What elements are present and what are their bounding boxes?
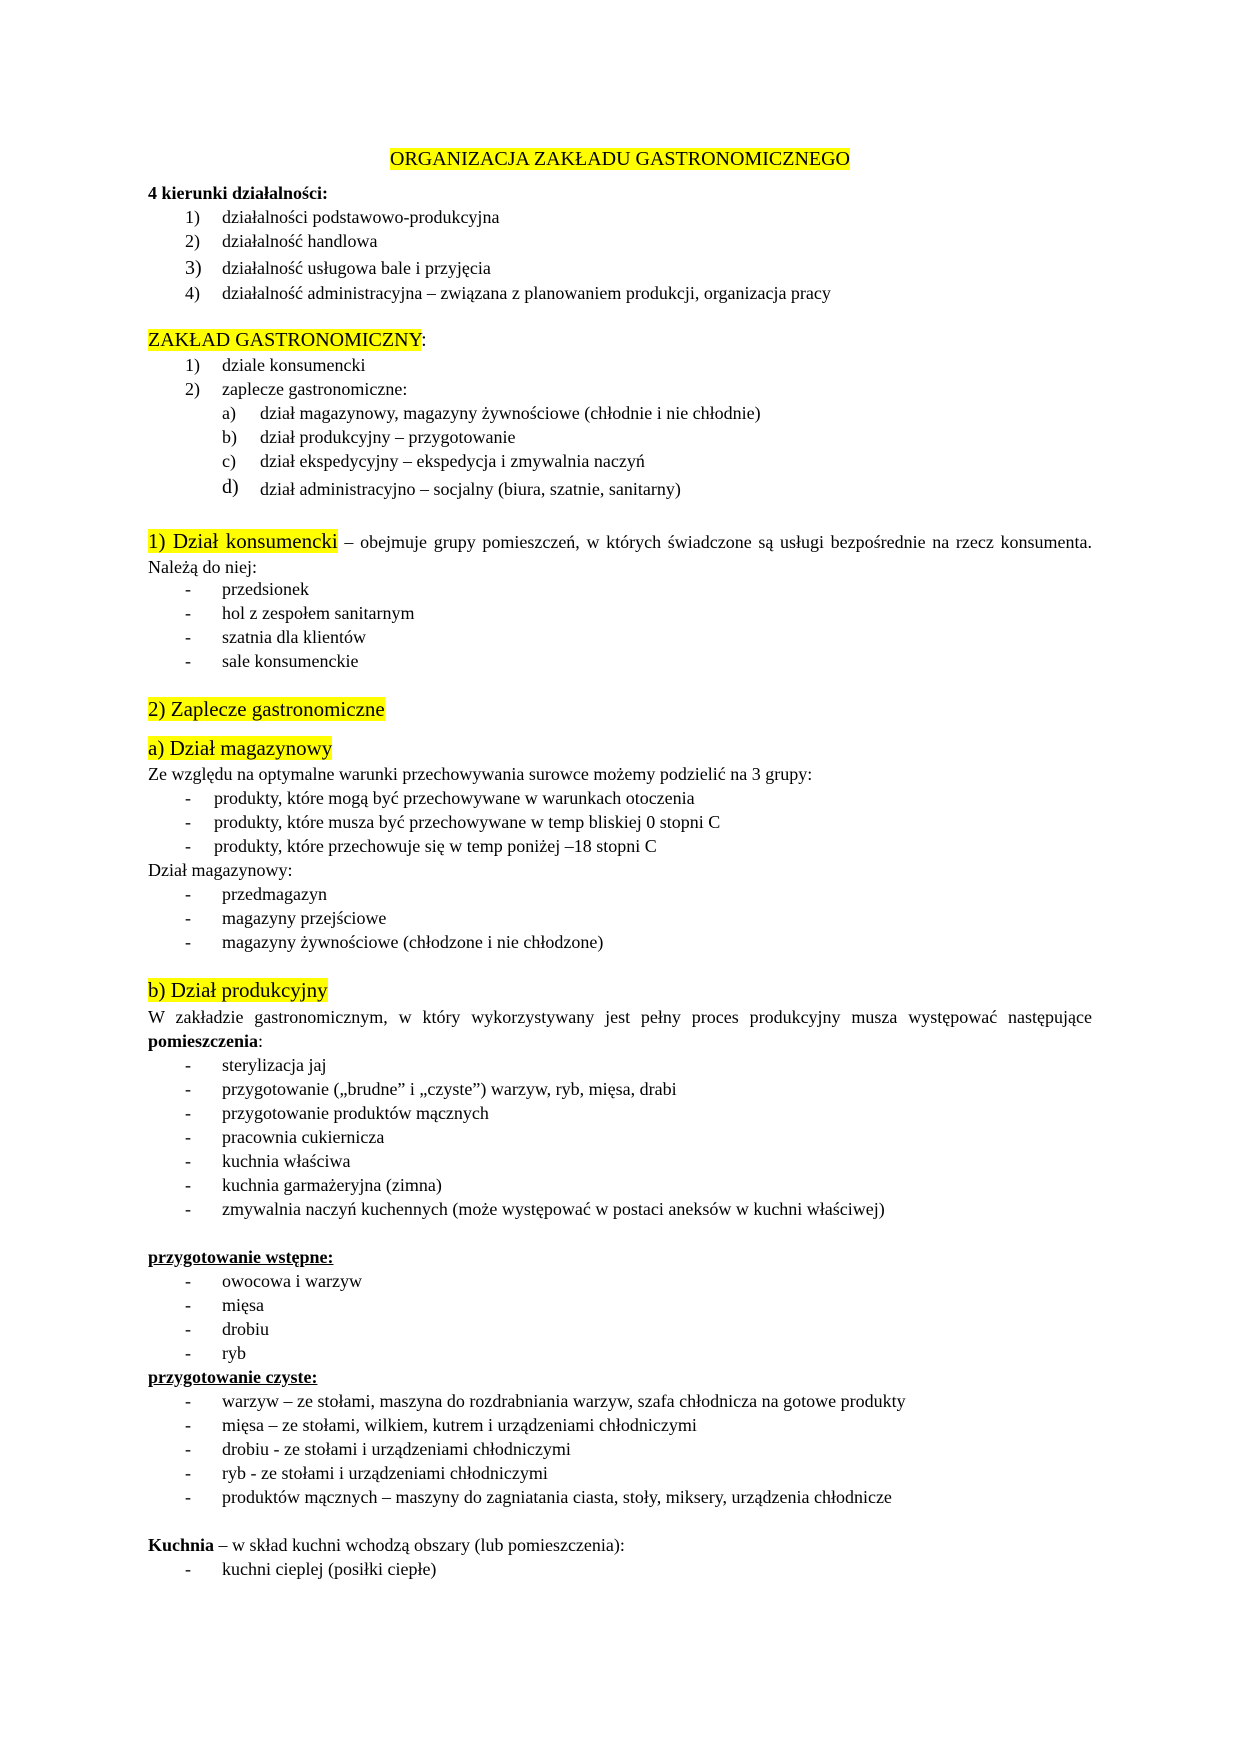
list-item: owocowa i warzyw [222,1271,362,1291]
list-item: sterylizacja jaj [222,1055,327,1075]
bullet: - [185,1319,191,1339]
bullet: - [185,1343,191,1363]
sub-letter: d) [222,476,239,498]
bullet: - [185,1391,191,1411]
bullet: - [185,836,191,856]
list-number: 1) [185,355,200,375]
list-item: działalność administracyjna – związana z planowaniem produkcji, organizacja pracy [222,283,831,303]
list-item: działalność usługowa bale i przyjęcia [222,258,491,278]
sub-item: dział administracyjno – socjalny (biura, szatnie, sanitarny) [260,479,681,499]
list-item: drobiu [222,1319,269,1339]
backend-heading: 2) Zaplecze gastronomiczne [148,697,385,721]
bullet: - [185,1487,191,1507]
list-item: ryb [222,1343,246,1363]
bullet: - [185,908,191,928]
list-item: kuchni cieplej (posiłki ciepłe) [222,1559,437,1579]
bullet: - [185,1463,191,1483]
bullet: - [185,1055,191,1075]
bullet: - [185,1175,191,1195]
sub-item: dział ekspedycyjny – ekspedycja i zmywalnia naczyń [260,451,645,471]
list-item: działalność handlowa [222,231,378,251]
bullet: - [185,1271,191,1291]
storage-intro: Ze względu na optymalne warunki przechowywania surowce możemy podzielić na 3 grupy: [148,764,813,784]
list-item: sale konsumenckie [222,651,359,671]
list-item: zmywalnia naczyń kuchennych (może występować w postaci aneksów w kuchni właściwej) [222,1199,885,1219]
list-number: 2) [185,231,200,251]
bullet: - [185,788,191,808]
bullet: - [185,627,191,647]
list-item: warzyw – ze stołami, maszyna do rozdrabniania warzyw, szafa chłodnicza na gotowe produkty [222,1391,906,1411]
bullet: - [185,1103,191,1123]
list-number: 1) [185,207,200,227]
sub-letter: b) [222,427,237,447]
list-item: produkty, które mogą być przechowywane w warunkach otoczenia [214,788,695,808]
bullet: - [185,1151,191,1171]
list-item: szatnia dla klientów [222,627,366,647]
list-item: produkty, które przechowuje się w temp poniżej –18 stopni C [214,836,657,856]
plant-heading: ZAKŁAD GASTRONOMICZNY: [148,329,427,351]
list-item: kuchnia garmażeryjna (zimna) [222,1175,442,1195]
bullet: - [185,603,191,623]
sub-item: dział produkcyjny – przygotowanie [260,427,516,447]
list-item: przygotowanie („brudne” i „czyste”) warzyw, ryb, mięsa, drabi [222,1079,677,1099]
list-item: przedsionek [222,579,309,599]
list-number: 4) [185,283,200,303]
production-intro: W zakładzie gastronomicznym, w który wykorzystywany jest pełny proces produkcyjny musza występować następujące pomieszczenia: [148,1007,1092,1051]
bullet: - [185,1295,191,1315]
bullet: - [185,651,191,671]
kitchen-paragraph: Kuchnia – w skład kuchni wchodzą obszary (lub pomieszczenia): [148,1535,625,1555]
directions-heading: 4 kierunki działalności: [148,183,329,203]
bullet: - [185,932,191,952]
list-item: magazyny żywnościowe (chłodzone i nie chłodzone) [222,932,604,952]
list-item: działalności podstawowo-produkcyjna [222,207,500,227]
bullet: - [185,884,191,904]
prep-initial-heading: przygotowanie wstępne: [148,1247,334,1267]
list-item: hol z zespołem sanitarnym [222,603,415,623]
list-item: przedmagazyn [222,884,327,904]
list-item: pracownia cukiernicza [222,1127,385,1147]
bullet: - [185,1439,191,1459]
list-item: magazyny przejściowe [222,908,387,928]
sub-item: dział magazynowy, magazyny żywnościowe (chłodnie i nie chłodnie) [260,403,761,423]
page-title: ORGANIZACJA ZAKŁADU GASTRONOMICZNEGO [390,148,850,170]
bullet: - [185,1127,191,1147]
list-item: mięsa – ze stołami, wilkiem, kutrem i urządzeniami chłodniczymi [222,1415,697,1435]
bullet: - [185,812,191,832]
sub-letter: c) [222,451,236,471]
list-item: produktów mącznych – maszyny do zagniatania ciasta, stoły, miksery, urządzenia chłodnicze [222,1487,892,1507]
list-item: produkty, które musza być przechowywane w temp bliskiej 0 stopni C [214,812,721,832]
kitchen-heading: Kuchnia [148,1535,215,1555]
production-heading: b) Dział produkcyjny [148,978,328,1002]
prep-clean-heading: przygotowanie czyste: [148,1367,318,1387]
sub-letter: a) [222,403,236,423]
bullet: - [185,579,191,599]
list-number: 3) [185,257,202,279]
storage-heading: a) Dział magazynowy [148,736,333,760]
list-number: 2) [185,379,200,399]
storage-label: Dział magazynowy: [148,860,293,880]
bullet: - [185,1559,191,1579]
list-item: przygotowanie produktów mącznych [222,1103,489,1123]
bullet: - [185,1415,191,1435]
list-item: mięsa [222,1295,264,1315]
list-item: zaplecze gastronomiczne: [222,379,408,399]
bullet: - [185,1199,191,1219]
list-item: kuchnia właściwa [222,1151,351,1171]
bullet: - [185,1079,191,1099]
list-item: drobiu - ze stołami i urządzeniami chłodniczymi [222,1439,571,1459]
consumer-heading: 1) Dział konsumencki [148,529,338,553]
list-item: dziale konsumencki [222,355,366,375]
list-item: ryb - ze stołami i urządzeniami chłodniczymi [222,1463,548,1483]
consumer-paragraph: 1) Dział konsumencki – obejmuje grupy pomieszczeń, w których świadczone są usługi bezpośrednie na rzecz konsumenta. Należą do niej: [148,529,1093,577]
